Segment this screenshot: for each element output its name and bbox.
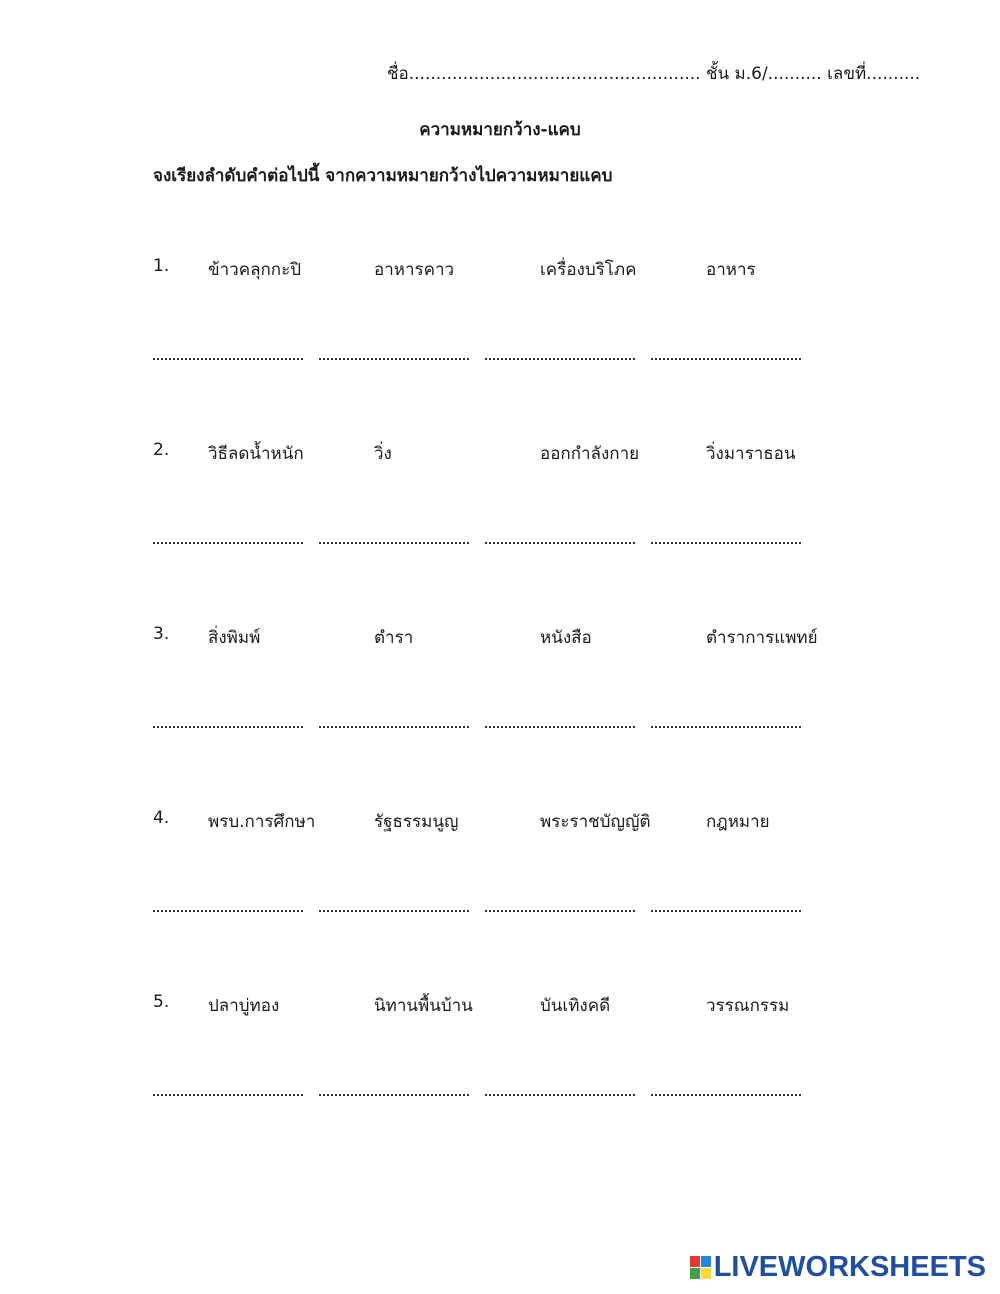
- answer-blank-1[interactable]: [153, 910, 303, 912]
- answer-blank-1[interactable]: [153, 358, 303, 360]
- answer-blank-1[interactable]: [153, 726, 303, 728]
- answer-blank-4[interactable]: [651, 542, 801, 544]
- word-option: พระราชบัญญัติ: [540, 812, 651, 832]
- logo-text: LIVEWORKSHEETS: [713, 1251, 986, 1283]
- word-option: วรรณกรรม: [706, 996, 790, 1016]
- question-number: 3.: [153, 624, 170, 644]
- word-option: รัฐธรรมนูญ: [374, 812, 459, 832]
- liveworksheets-logo: [690, 1251, 986, 1284]
- answer-blank-1[interactable]: [153, 542, 303, 544]
- question-5: [153, 992, 853, 1132]
- question-number: 2.: [153, 440, 170, 460]
- word-option: ตำรา: [374, 628, 414, 648]
- answer-blank-4[interactable]: [651, 910, 801, 912]
- word-option: เครื่องบริโภค: [540, 260, 637, 280]
- answer-blank-3[interactable]: [485, 358, 635, 360]
- answer-blank-4[interactable]: [651, 726, 801, 728]
- answer-blank-2[interactable]: [319, 726, 469, 728]
- word-option: กฎหมาย: [706, 812, 770, 832]
- question-number: 4.: [153, 808, 170, 828]
- word-option: วิ่ง: [374, 444, 392, 464]
- question-number: 5.: [153, 992, 170, 1012]
- answer-blank-3[interactable]: [485, 1094, 635, 1096]
- word-option: อาหารคาว: [374, 260, 455, 280]
- answer-blank-2[interactable]: [319, 542, 469, 544]
- answer-blank-2[interactable]: [319, 910, 469, 912]
- page-title: ความหมายกว้าง-แคบ: [419, 120, 581, 140]
- answer-blank-3[interactable]: [485, 726, 635, 728]
- answer-blank-3[interactable]: [485, 910, 635, 912]
- word-option: ปลาบู่ทอง: [208, 996, 280, 1016]
- word-option: นิทานพื้นบ้าน: [374, 996, 473, 1016]
- question-4: [153, 808, 853, 948]
- logo-blocks-icon: [690, 1256, 711, 1279]
- answer-blank-4[interactable]: [651, 1094, 801, 1096]
- question-number: 1.: [153, 256, 170, 276]
- answer-blank-4[interactable]: [651, 358, 801, 360]
- question-3: [153, 624, 853, 764]
- answer-blank-2[interactable]: [319, 358, 469, 360]
- word-option: สิ่งพิมพ์: [208, 628, 261, 648]
- word-option: ข้าวคลุกกะปิ: [208, 260, 302, 280]
- student-info-line: ชื่อ...................................................... ชั้น ม.6/.......... เลขที่..........: [387, 64, 921, 84]
- word-option: หนังสือ: [540, 628, 592, 648]
- instruction-text: จงเรียงลำดับคำต่อไปนี้ จากความหมายกว้างไปความหมายแคบ: [153, 166, 613, 186]
- word-option: ตำราการแพทย์: [706, 628, 818, 648]
- word-option: ออกกำลังกาย: [540, 444, 640, 464]
- word-option: พรบ.การศึกษา: [208, 812, 316, 832]
- answer-blank-1[interactable]: [153, 1094, 303, 1096]
- answer-blank-3[interactable]: [485, 542, 635, 544]
- question-1: [153, 256, 853, 396]
- word-option: บันเทิงคดี: [540, 996, 611, 1016]
- word-option: วิธีลดน้ำหนัก: [208, 444, 304, 464]
- word-option: อาหาร: [706, 260, 756, 280]
- word-option: วิ่งมาราธอน: [706, 444, 796, 464]
- question-2: [153, 440, 853, 580]
- answer-blank-2[interactable]: [319, 1094, 469, 1096]
